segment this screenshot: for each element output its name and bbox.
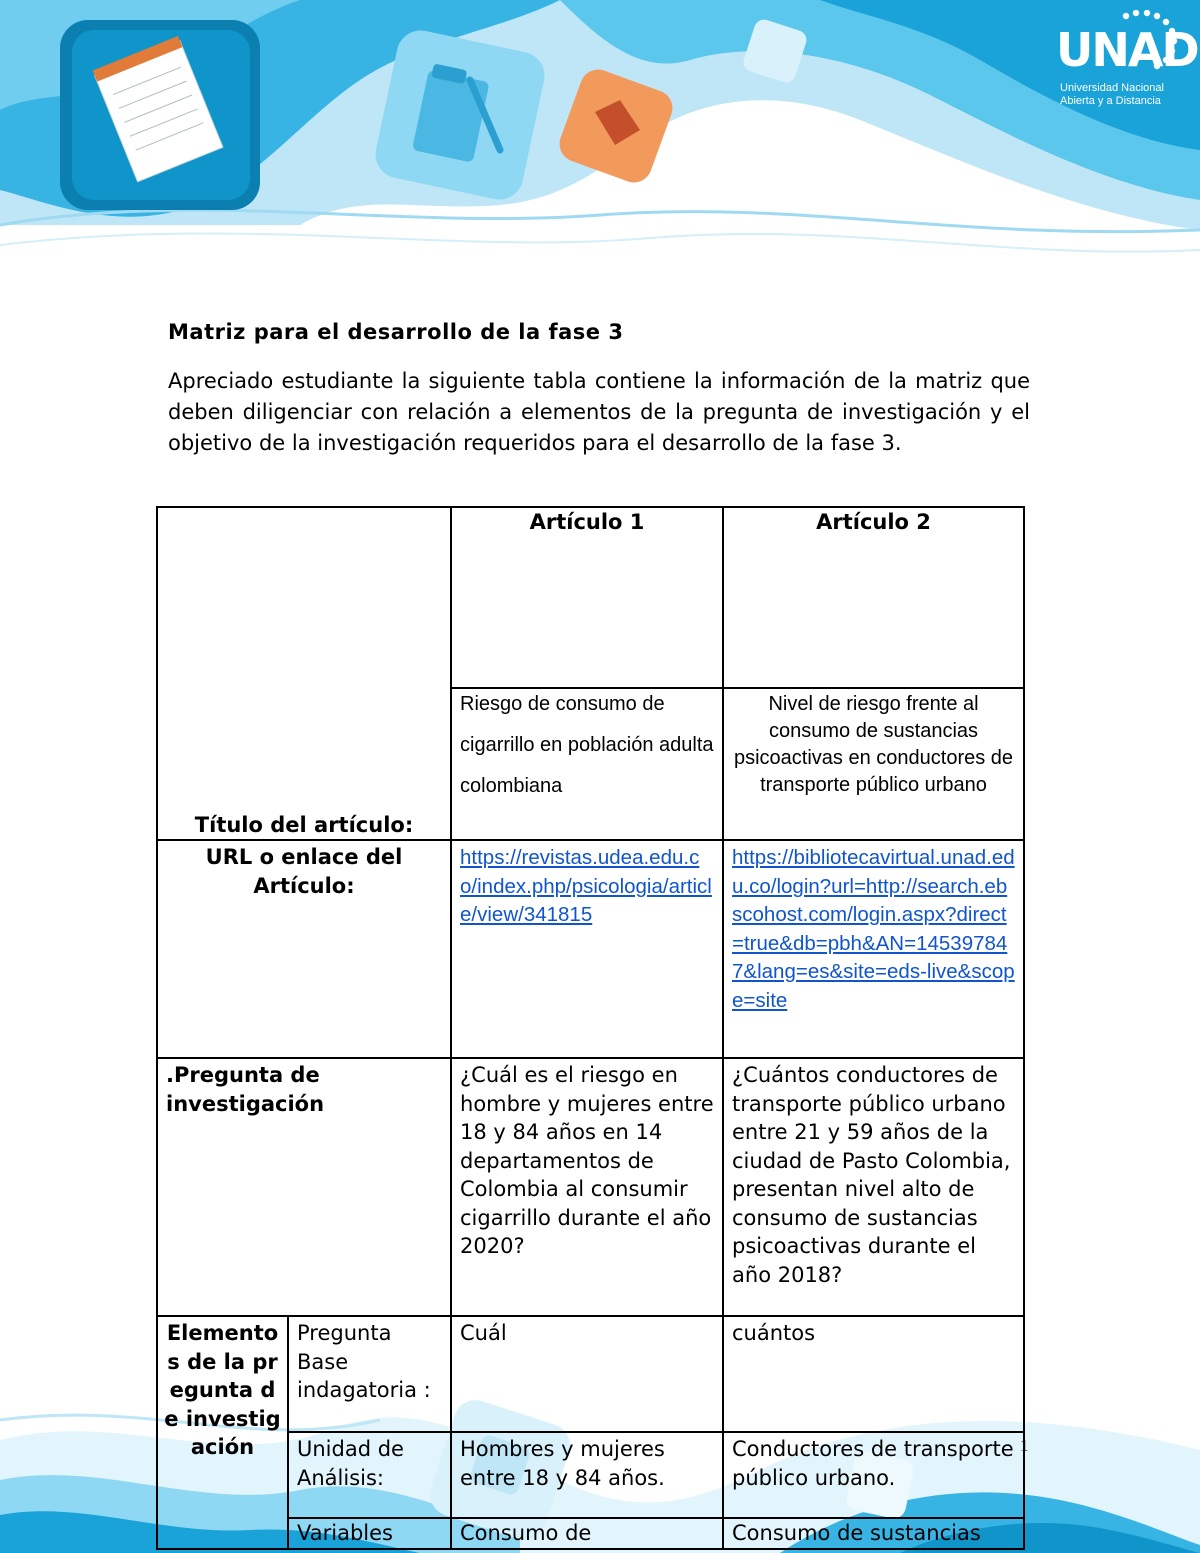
elements-label: Elementos de la pregunta de investigación bbox=[157, 1316, 288, 1549]
document-title: Matriz para el desarrollo de la fase 3 bbox=[168, 320, 624, 344]
question-article2: ¿Cuántos conductores de transporte público urbano entre 21 y 59 años de la ciudad de Pasto Colombia, presentan nivel alto de consumo de sustancias psicoactivas durante el año 2018? bbox=[723, 1058, 1024, 1316]
variables-article1: Consumo de bbox=[451, 1518, 723, 1549]
logo-wordmark: UNAD bbox=[1056, 23, 1198, 77]
header-article2: Artículo 2 bbox=[723, 507, 1024, 688]
logo-subtitle-line2: Abierta y a Distancia bbox=[1060, 95, 1161, 107]
title-article2-cell bbox=[723, 688, 1024, 840]
unad-logo bbox=[1056, 10, 1198, 110]
table-row-title bbox=[157, 507, 1024, 688]
title-label: Título del artículo: bbox=[194, 812, 414, 837]
analysis-unit-label: Unidad de Análisis: bbox=[288, 1432, 451, 1518]
question-article1: ¿Cuál es el riesgo en hombre y mujeres entre 18 y 84 años en 14 departamentos de Colombia al consumir cigarrillo durante el año 2020? bbox=[451, 1058, 723, 1316]
url-article2-link[interactable]: https://bibliotecavirtual.unad.edu.co/login?url=http://search.ebscohost.com/login.aspx?direct=true&db=pbh&AN=145397847&lang=es&site=eds-live&scope=site bbox=[732, 846, 1015, 1012]
analysis-unit-article2: Conductores de transporte público urbano. bbox=[723, 1432, 1024, 1518]
title-article1: Riesgo de consumo de cigarrillo en población adulta colombiana bbox=[460, 693, 714, 797]
url-article1-link[interactable]: https://revistas.udea.edu.co/index.php/psicologia/article/view/341815 bbox=[460, 846, 712, 926]
table-row-analysis-unit bbox=[157, 1432, 1024, 1518]
matrix-table bbox=[156, 506, 1025, 1550]
logo-subtitle bbox=[1060, 82, 1190, 108]
header-article1: Artículo 1 bbox=[451, 507, 723, 688]
base-question-article1: Cuál bbox=[451, 1316, 723, 1432]
table-row-base-question bbox=[157, 1316, 1024, 1432]
url-label: URL o enlace del Artículo: bbox=[157, 840, 451, 1058]
intro-paragraph: Apreciado estudiante la siguiente tabla contiene la información de la matriz que deben diligenciar con relación a elementos de la pregunta de investigación y el objetivo de la investigación requeridos para el desarrollo de la fase 3. bbox=[168, 369, 1030, 455]
title-label-cell bbox=[157, 507, 451, 840]
table-row-variables bbox=[157, 1518, 1024, 1549]
logo-subtitle-line1: Universidad Nacional bbox=[1060, 82, 1164, 94]
url-article1-cell bbox=[451, 840, 723, 1058]
table-row-question bbox=[157, 1058, 1024, 1316]
analysis-unit-article1: Hombres y mujeres entre 18 y 84 años. bbox=[451, 1432, 723, 1518]
title-article2: Nivel de riesgo frente al consumo de sustancias psicoactivas en conductores de transporte público urbano bbox=[733, 693, 1014, 796]
url-article2-cell bbox=[723, 840, 1024, 1058]
base-question-article2: cuántos bbox=[723, 1316, 1024, 1432]
base-question-label: Pregunta Base indagatoria : bbox=[288, 1316, 451, 1432]
table-row-url bbox=[157, 840, 1024, 1058]
page-number: 1 bbox=[1020, 1436, 1029, 1455]
title-article1-cell bbox=[451, 688, 723, 840]
variables-label: Variables bbox=[288, 1518, 451, 1549]
variables-article2: Consumo de sustancias bbox=[723, 1518, 1024, 1549]
question-label: .Pregunta de investigación bbox=[157, 1058, 451, 1316]
